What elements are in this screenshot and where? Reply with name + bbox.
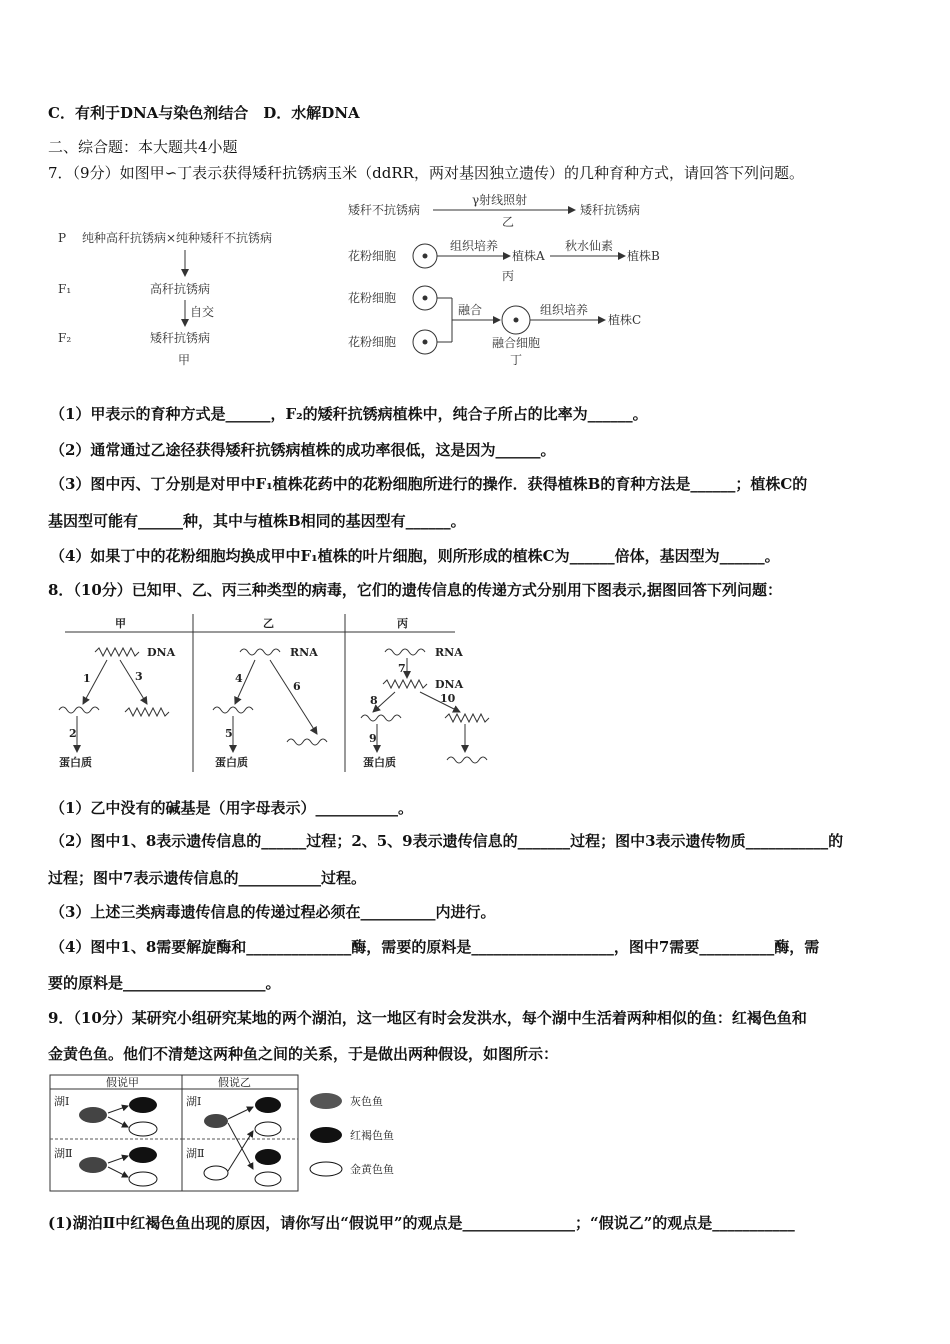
q8-sub4a: （4）图中1、8需要解旋酶和______________酶，需要的原料是___________________，图中7需要__________酶，需 — [50, 938, 820, 956]
num-1: 1 — [83, 672, 91, 685]
col-jia: 甲 — [115, 617, 126, 630]
tissue-culture-2: 组织培养 — [540, 303, 589, 317]
yi-arrow-label: γ射线照射 — [472, 193, 528, 207]
fused-cell-label: 融合细胞 — [492, 336, 541, 350]
q8-virus-diagram — [55, 612, 505, 777]
q7-sub1: （1）甲表示的育种方式是______，F₂的矮秆抗锈病植株中，纯合子所占的比率为______。 — [50, 405, 648, 423]
p-cross: 纯种高秆抗锈病×纯种矮秆不抗锈病 — [82, 231, 273, 245]
hyp-a-lake2: 湖Ⅱ — [54, 1147, 73, 1160]
option-line-cd: C．有利于DNA与染色剂结合 D．水解DNA — [48, 104, 360, 122]
q7-sub3b: 基因型可能有______种，其中与植株B相同的基因型有______。 — [48, 512, 466, 530]
section-heading: 二、综合题：本大题共4小题 — [48, 138, 238, 156]
q7-sub3a: （3）图中丙、丁分别是对甲中F₁植株花药中的花粉细胞所进行的操作．获得植株B的育种方法是______；植株C的 — [50, 475, 808, 493]
hyp-b-lake2: 湖Ⅱ — [186, 1147, 205, 1160]
num-10: 10 — [440, 692, 456, 705]
bing-protein: 蛋白质 — [363, 756, 396, 769]
ding-label: 丁 — [510, 353, 523, 367]
legend-gray-fish: 灰色鱼 — [350, 1095, 383, 1108]
num-6: 6 — [293, 680, 301, 693]
q7-breeding-diagram — [40, 190, 740, 380]
jia-protein: 蛋白质 — [59, 756, 92, 769]
q9-stem-b: 金黄色鱼。他们不清楚这两种鱼之间的关系，于是做出两种假设，如图所示： — [48, 1045, 559, 1063]
q8-sub3: （3）上述三类病毒遗传信息的传递过程必须在__________内进行。 — [50, 903, 496, 921]
yi-protein: 蛋白质 — [215, 756, 248, 769]
plant-a: 植株A — [512, 249, 545, 263]
num-4: 4 — [235, 672, 243, 685]
num-3: 3 — [135, 670, 143, 683]
hyp-a-lake1: 湖Ⅰ — [54, 1095, 70, 1108]
bing-rna-label: RNA — [435, 646, 463, 659]
legend-gold-fish: 金黄色鱼 — [350, 1163, 394, 1176]
bing-dna-label: DNA — [435, 678, 464, 691]
hypothesis-a-title: 假说甲 — [106, 1076, 139, 1089]
f2-label: F₂ — [58, 331, 72, 345]
q7-stem: 7．（9分）如图甲∽丁表示获得矮秆抗锈病玉米（ddRR，两对基因独立遗传）的几种育种方式，请回答下列问题。 — [48, 164, 804, 182]
yi-end: 矮秆抗锈病 — [580, 203, 641, 217]
num-8: 8 — [370, 694, 378, 707]
f1-label: F₁ — [58, 282, 72, 296]
fusion-label: 融合 — [458, 303, 483, 317]
pollen-cell-3: 花粉细胞 — [348, 335, 397, 349]
col-bing: 丙 — [397, 617, 408, 630]
hypothesis-b-title: 假说乙 — [218, 1076, 251, 1089]
q8-sub1: （1）乙中没有的碱基是（用字母表示）___________。 — [50, 799, 413, 817]
pollen-cell-1: 花粉细胞 — [348, 249, 397, 263]
col-yi: 乙 — [263, 617, 274, 630]
yi-rna-label: RNA — [290, 646, 318, 659]
selfing-label: 自交 — [190, 305, 215, 319]
f1-text: 高秆抗锈病 — [150, 282, 211, 296]
q8-sub4b: 要的原料是___________________。 — [48, 974, 281, 992]
pollen-cell-2: 花粉细胞 — [348, 291, 397, 305]
q9-hypothesis-diagram — [48, 1073, 418, 1195]
bing-label: 丙 — [502, 269, 515, 283]
yi-label: 乙 — [502, 215, 515, 229]
hyp-b-lake1: 湖Ⅰ — [186, 1095, 202, 1108]
num-9: 9 — [369, 732, 377, 745]
jia-dna-label: DNA — [147, 646, 176, 659]
q8-sub2b: 过程；图中7表示遗传信息的___________过程。 — [48, 869, 366, 887]
num-7: 7 — [398, 662, 406, 675]
plant-b: 植株B — [627, 249, 660, 263]
num-2: 2 — [69, 727, 77, 740]
tissue-culture-1: 组织培养 — [450, 239, 499, 253]
q7-sub2: （2）通常通过乙途径获得矮秆抗锈病植株的成功率很低，这是因为______。 — [50, 441, 556, 459]
q7-sub4: （4）如果丁中的花粉细胞均换成甲中F₁植株的叶片细胞，则所形成的植株C为______倍体，基因型为______。 — [50, 547, 780, 565]
p-label: P — [58, 231, 67, 245]
colchicine-label: 秋水仙素 — [565, 239, 614, 253]
legend-red-fish: 红褐色鱼 — [350, 1129, 394, 1142]
jia-label: 甲 — [178, 353, 191, 367]
plant-c: 植株C — [608, 313, 642, 327]
num-5: 5 — [225, 727, 233, 740]
yi-start: 矮秆不抗锈病 — [348, 203, 421, 217]
f2-text: 矮秆抗锈病 — [150, 331, 211, 345]
q9-sub1: (1)湖泊Ⅱ中红褐色鱼出现的原因，请你写出“假说甲”的观点是_______________；“假说乙”的观点是___________ — [48, 1214, 795, 1232]
q8-sub2a: （2）图中1、8表示遗传信息的______过程；2、5、9表示遗传信息的_______过程；图中3表示遗传物质___________的 — [50, 832, 844, 850]
q8-stem: 8．（10分）已知甲、乙、丙三种类型的病毒，它们的遗传信息的传递方式分别用下图表示,据图回答下列问题： — [48, 581, 783, 599]
q9-stem-a: 9．（10分）某研究小组研究某地的两个湖泊，这一地区有时会发洪水，每个湖中生活着两种相似的鱼：红褐色鱼和 — [48, 1009, 807, 1027]
